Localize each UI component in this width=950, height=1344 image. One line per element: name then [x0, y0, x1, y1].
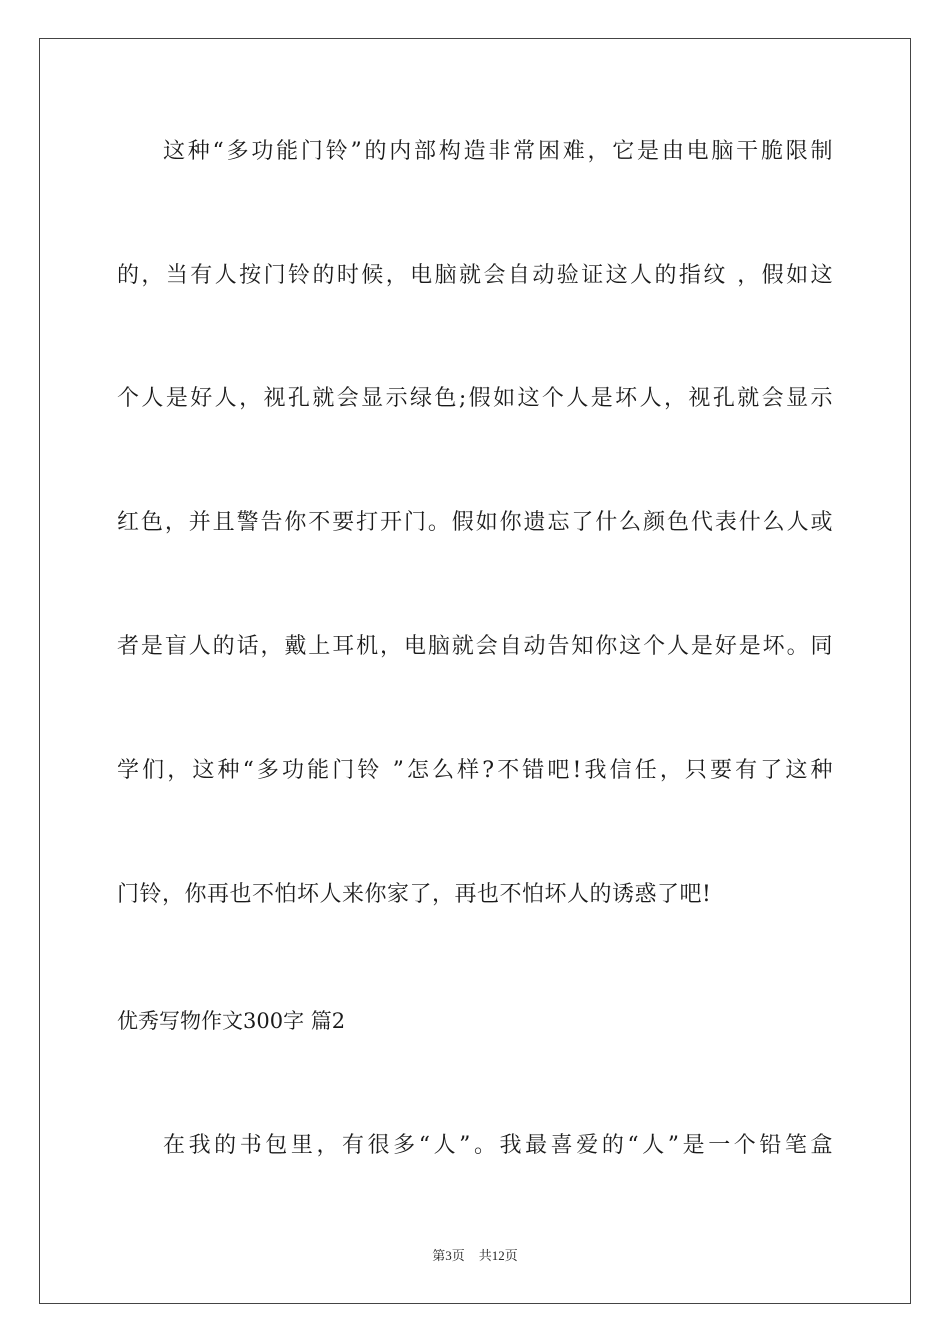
paragraph-line: 这种“多功能门铃”的内部构造非常困难，它是由电脑干脆限制	[163, 139, 833, 164]
paragraph-line: 个人是好人，视孔就会显示绿色;假如这个人是坏人，视孔就会显示	[117, 386, 833, 411]
paragraph-line: 在我的书包里，有很多“人”。我最喜爱的“人”是一个铅笔盒	[163, 1133, 833, 1158]
paragraph-line: 的，当有人按门铃的时候，电脑就会自动验证这人的指纹 ，假如这	[117, 263, 833, 288]
page-total: 共12页	[478, 1248, 518, 1263]
page-number: 第3页	[432, 1248, 465, 1263]
section-heading: 优秀写物作文300字 篇2	[117, 1009, 346, 1033]
paragraph-line: 门铃，你再也不怕坏人来你家了，再也不怕坏人的诱惑了吧!	[117, 882, 712, 907]
paragraph-line: 红色，并且警告你不要打开门。假如你遗忘了什么颜色代表什么人或	[117, 510, 833, 535]
paragraph-line: 者是盲人的话，戴上耳机，电脑就会自动告知你这个人是好是坏。同	[117, 634, 833, 659]
page-border	[39, 38, 911, 1304]
paragraph-line: 学们，这种“多功能门铃 ”怎么样?不错吧!我信任，只要有了这种	[117, 758, 833, 783]
page-footer	[0, 1247, 950, 1265]
